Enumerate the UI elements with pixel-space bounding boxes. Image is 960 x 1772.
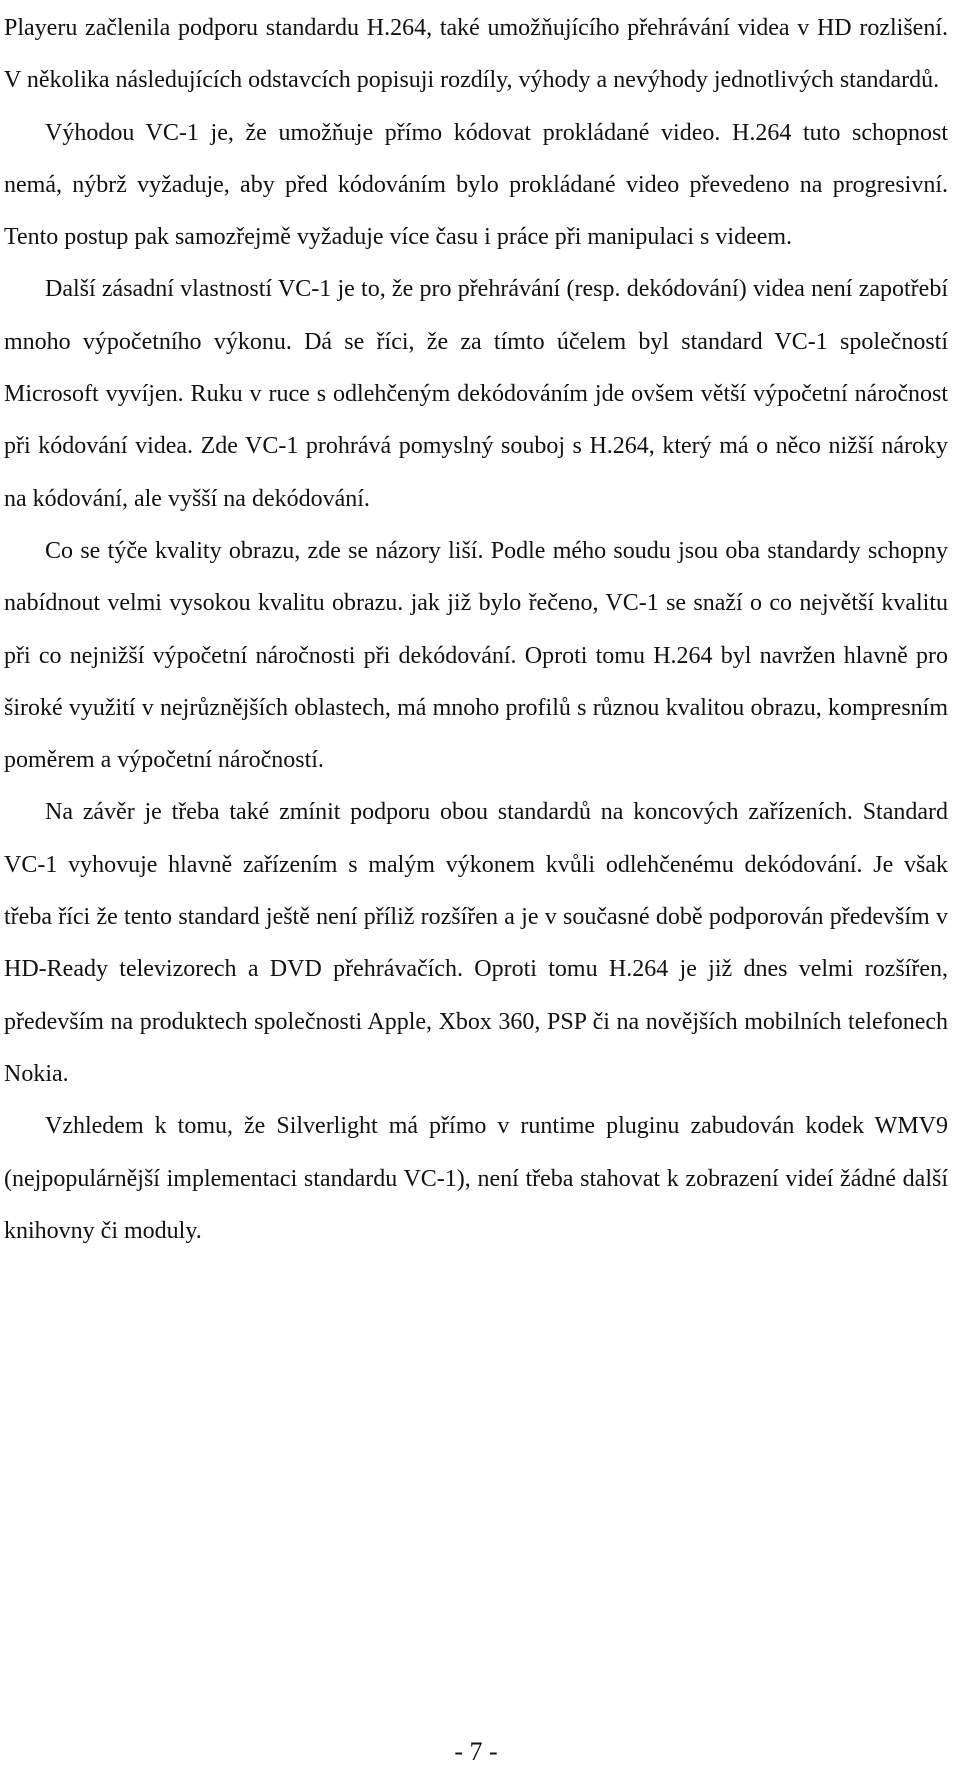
page-number: - 7 - xyxy=(454,1737,498,1766)
document-page xyxy=(4,2,948,1772)
paragraph-6: Vzhledem k tomu, že Silverlight má přímo v runtime pluginu zabudován kodek WMV9 (nejpopulárnější implementaci standardu VC-1), není třeba stahovat k zobrazení videí žádné další knihovny či moduly. xyxy=(4,1113,948,1244)
paragraph-2: Výhodou VC-1 je, že umožňuje přímo kódovat prokládané video. H.264 tuto schopnost nemá, nýbrž vyžaduje, aby před kódováním bylo prokládané video převedeno na progresivní. Tento postup pak samozřejmě vyžaduje více času i práce při manipulaci s videem. xyxy=(4,119,948,251)
paragraph-3: Další zásadní vlastností VC-1 je to, že pro přehrávání (resp. dekódování) videa není zapotřebí mnoho výpočetního výkonu. Dá se říci, že za tímto účelem byl standard VC-1 společností Microsoft vyvíjen. Ruku v ruce s odlehčeným dekódováním jde ovšem větší výpočetní náročnost při kódování videa. Zde VC-1 prohrává pomyslný souboj s H.264, který má o něco nižší nároky na kódování, ale vyšší na dekódování. xyxy=(4,276,948,512)
paragraph-4: Co se týče kvality obrazu, zde se názory liší. Podle mého soudu jsou oba standardy schopny nabídnout velmi vysokou kvalitu obrazu. jak již bylo řečeno, VC-1 se snaží o co největší kvalitu při co nejnižší výpočetní náročnosti při dekódování. Oproti tomu H.264 byl navržen hlavně pro široké využití v nejrůznějších oblastech, má mnoho profilů s různou kvalitou obrazu, kompresním poměrem a výpočetní náročností. xyxy=(4,537,948,774)
paragraph-5: Na závěr je třeba také zmínit podporu obou standardů na koncových zařízeních. Standard VC-1 vyhovuje hlavně zařízením s malým výkonem kvůli odlehčenému dekódování. Je však třeba říci že tento standard ještě není příliž rozšířen a je v současné době podporován především v HD-Ready televizorech a DVD přehrávačích. Oproti tomu H.264 je již dnes velmi rozšířen, především na produktech společnosti Apple, Xbox 360, PSP či na novějších mobilních telefonech Nokia. xyxy=(4,799,948,1087)
paragraph-1: Playeru začlenila podporu standardu H.264, také umožňujícího přehrávání videa v HD rozlišení. V několika následujících odstavcích popisuji rozdíly, výhody a nevýhody jednotlivých standardů. xyxy=(4,15,948,94)
